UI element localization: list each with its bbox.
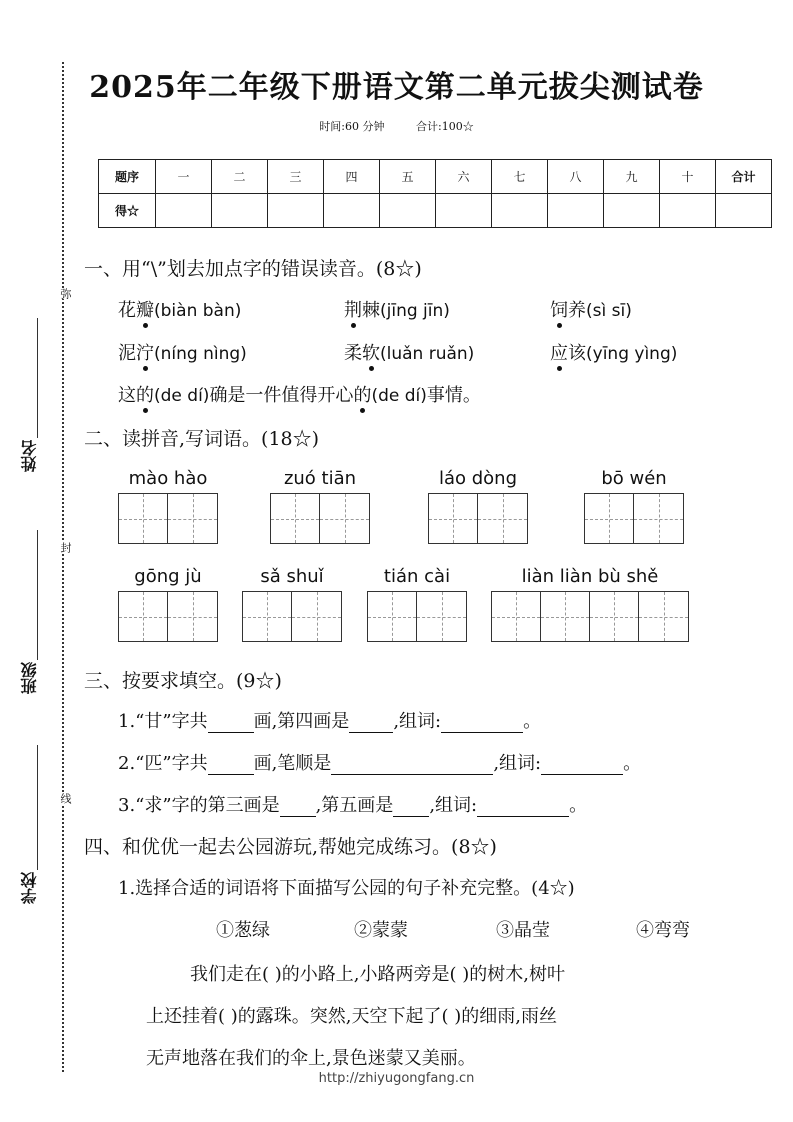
writing-cell[interactable] [243, 592, 292, 641]
exam-meta [0, 118, 793, 134]
writing-cell[interactable] [320, 494, 369, 543]
col-4: 四 [324, 160, 380, 194]
score-cell[interactable] [268, 194, 324, 228]
pinyin-group: liàn liàn bù shě [491, 566, 689, 642]
answer-blank[interactable] [541, 756, 623, 775]
writing-cell[interactable] [119, 592, 168, 641]
writing-cell[interactable] [368, 592, 417, 641]
col-6: 六 [436, 160, 492, 194]
class-label: 班级 [20, 662, 39, 694]
writing-cell[interactable] [541, 592, 590, 641]
q4-title: 四、和优优一起去公园游玩,帮她完成练习。(8☆) [84, 836, 497, 858]
seal-mark-1: 弥 [59, 288, 72, 299]
col-5: 五 [380, 160, 436, 194]
writing-cell[interactable] [492, 592, 541, 641]
answer-blank[interactable] [393, 798, 429, 817]
answer-blank[interactable] [441, 714, 523, 733]
pinyin-group: zuó tiān [270, 468, 370, 544]
col-total: 合计 [716, 160, 772, 194]
passage-line-2: 上还挂着( )的露珠。突然,天空下起了( )的细雨,雨丝 [146, 1006, 557, 1027]
writing-cell[interactable] [639, 592, 688, 641]
col-2: 二 [212, 160, 268, 194]
score-row-header: 得☆ [99, 194, 156, 228]
score-table-header: 题序 [99, 160, 156, 194]
col-8: 八 [548, 160, 604, 194]
writing-cell[interactable] [168, 494, 217, 543]
q1-sentence: 这的(de dí)确是一件值得开心的(de dí)事情。 [118, 385, 481, 406]
seal-mark-3: 线 [59, 793, 72, 804]
col-3: 三 [268, 160, 324, 194]
q3-item-3: 3.“求”字的第三画是 ,第五画是 ,组词: 。 [118, 795, 588, 816]
col-7: 七 [492, 160, 548, 194]
score-cell[interactable] [156, 194, 212, 228]
score-cell[interactable] [436, 194, 492, 228]
q1-item: 荆棘(jīng jīn) [344, 300, 450, 321]
pinyin-group: tián cài [367, 566, 467, 642]
school-underline [37, 745, 38, 870]
writing-cell[interactable] [168, 592, 217, 641]
binding-dotted-line [62, 62, 64, 1072]
writing-cell[interactable] [585, 494, 634, 543]
writing-cell[interactable] [590, 592, 639, 641]
pinyin-group: bō wén [584, 468, 684, 544]
q4-sub1: 1.选择合适的词语将下面描写公园的句子补充完整。(4☆) [118, 878, 575, 899]
option-1: ①葱绿 [216, 920, 270, 941]
col-10: 十 [660, 160, 716, 194]
page-title: 2025年二年级下册语文第二单元拔尖测试卷 [89, 70, 704, 105]
col-9: 九 [604, 160, 660, 194]
name-underline [37, 318, 38, 438]
writing-cell[interactable] [119, 494, 168, 543]
writing-cell[interactable] [417, 592, 466, 641]
writing-cell[interactable] [429, 494, 478, 543]
passage-line-3: 无声地落在我们的伞上,景色迷蒙又美丽。 [146, 1048, 476, 1069]
writing-cell[interactable] [271, 494, 320, 543]
name-label: 姓名 [20, 440, 39, 472]
q3-item-1: 1.“甘”字共 画,第四画是 ,组词: 。 [118, 711, 542, 732]
score-cell[interactable] [380, 194, 436, 228]
school-label: 学校 [20, 872, 39, 904]
pinyin-group: mào hào [118, 468, 218, 544]
q1-item: 柔软(luǎn ruǎn) [344, 343, 475, 364]
pinyin-group: gōng jù [118, 566, 218, 642]
pinyin-group: sǎ shuǐ [242, 566, 342, 642]
answer-blank[interactable] [331, 756, 493, 775]
q3-item-2: 2.“匹”字共 画,笔顺是 ,组词: 。 [118, 753, 642, 774]
score-cell[interactable] [492, 194, 548, 228]
q1-item: 泥泞(níng nìng) [118, 343, 247, 364]
footer-url: http://zhiyugongfang.cn [318, 1071, 475, 1086]
score-cell[interactable] [548, 194, 604, 228]
score-table [98, 159, 772, 228]
q3-title: 三、按要求填空。(9☆) [84, 670, 282, 692]
q1-item: 花瓣(biàn bàn) [118, 300, 242, 321]
writing-cell[interactable] [292, 592, 341, 641]
writing-cell[interactable] [634, 494, 683, 543]
time-limit: 时间:60 分钟 [319, 120, 385, 133]
class-underline [37, 530, 38, 660]
answer-blank[interactable] [208, 756, 254, 775]
writing-cell[interactable] [478, 494, 527, 543]
col-1: 一 [156, 160, 212, 194]
q2-title: 二、读拼音,写词语。(18☆) [84, 428, 320, 450]
answer-blank[interactable] [349, 714, 393, 733]
score-cell[interactable] [324, 194, 380, 228]
passage-line-1: 我们走在( )的小路上,小路两旁是( )的树木,树叶 [190, 964, 565, 985]
option-3: ③晶莹 [496, 920, 550, 941]
score-cell[interactable] [660, 194, 716, 228]
seal-mark-2: 封 [59, 542, 72, 553]
q1-item: 应该(yīng yìng) [550, 343, 678, 364]
score-cell[interactable] [604, 194, 660, 228]
q1-title: 一、用“\”划去加点字的错误读音。(8☆) [84, 258, 422, 280]
option-4: ④弯弯 [636, 920, 690, 941]
q1-item: 饲养(sì sī) [550, 300, 632, 321]
total-score: 合计:100☆ [416, 120, 474, 133]
option-2: ②蒙蒙 [354, 920, 408, 941]
answer-blank[interactable] [477, 798, 569, 817]
score-cell[interactable] [212, 194, 268, 228]
answer-blank[interactable] [280, 798, 316, 817]
answer-blank[interactable] [208, 714, 254, 733]
score-cell[interactable] [716, 194, 772, 228]
pinyin-group: láo dòng [428, 468, 528, 544]
